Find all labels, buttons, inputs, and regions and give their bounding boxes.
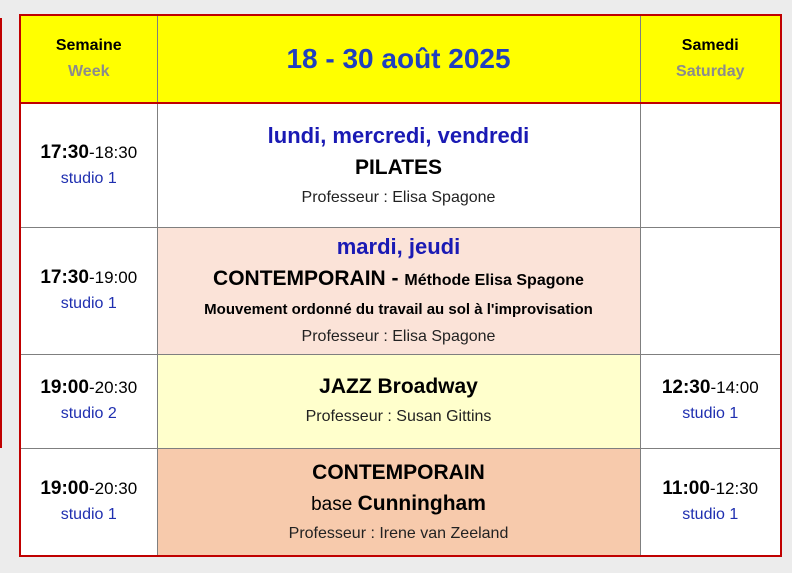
time-start: 17:30 xyxy=(40,266,89,288)
table-row xyxy=(20,103,781,227)
week-time-cell xyxy=(20,228,157,354)
saturday-studio-label: studio 1 xyxy=(682,405,739,423)
saturday-studio-label: studio 1 xyxy=(682,506,739,524)
class-cell xyxy=(157,354,640,448)
saturday-time-end: -14:00 xyxy=(710,378,759,398)
saturday-cell xyxy=(640,449,781,556)
saturday-label-fr: Samedi xyxy=(681,37,739,55)
class-base-prefix: base xyxy=(311,493,358,515)
time-range xyxy=(21,265,157,291)
time-range xyxy=(21,476,157,502)
saturday-time-start: 12:30 xyxy=(661,377,711,399)
week-time-cell xyxy=(20,354,157,448)
table-row xyxy=(20,354,781,448)
class-cell xyxy=(157,449,640,556)
time-start: 17:30 xyxy=(40,141,89,163)
saturday-label-en: Saturday xyxy=(676,63,745,81)
class-base-name: Cunningham xyxy=(357,491,486,515)
schedule-table xyxy=(19,14,782,557)
time-end: -20:30 xyxy=(88,479,138,499)
class-teacher: Professeur : Susan Gittins xyxy=(305,408,492,426)
saturday-cell xyxy=(640,354,781,448)
class-name: JAZZ Broadway xyxy=(319,375,478,399)
saturday-time-range xyxy=(641,476,781,502)
title-cell xyxy=(157,15,640,103)
studio-label: studio 1 xyxy=(60,294,117,312)
class-name: CONTEMPORAIN xyxy=(312,460,485,484)
saturday-cell xyxy=(640,103,781,227)
time-end: -18:30 xyxy=(88,142,138,162)
studio-label: studio 1 xyxy=(60,169,117,187)
time-range xyxy=(21,140,157,166)
week-time-cell xyxy=(20,103,157,227)
week-label-en: Week xyxy=(67,63,110,81)
class-days: lundi, mercredi, vendredi xyxy=(267,122,530,148)
left-margin-line xyxy=(0,18,2,448)
studio-label: studio 1 xyxy=(60,506,117,524)
class-cell xyxy=(157,103,640,227)
page-title: 18 - 30 août 2025 xyxy=(286,43,511,75)
saturday-cell xyxy=(640,228,781,354)
saturday-time-range xyxy=(641,375,781,401)
time-range xyxy=(21,375,157,401)
class-teacher: Professeur : Irene van Zeeland xyxy=(288,524,509,542)
time-end: -20:30 xyxy=(88,378,138,398)
class-name: PILATES xyxy=(354,155,443,179)
class-teacher: Professeur : Elisa Spagone xyxy=(301,188,496,206)
class-days: mardi, jeudi xyxy=(336,233,461,259)
time-end: -19:00 xyxy=(88,267,138,287)
week-time-cell xyxy=(20,449,157,556)
class-method: Méthode Elisa Spagone xyxy=(404,271,584,289)
saturday-time-end: -12:30 xyxy=(709,479,759,499)
time-start: 19:00 xyxy=(40,478,89,500)
class-note: Mouvement ordonné du travail au sol à l'improvisation xyxy=(204,300,593,318)
class-title: CONTEMPORAIN - xyxy=(213,266,405,290)
saturday-time-start: 11:00 xyxy=(662,478,710,500)
class-name xyxy=(158,263,640,297)
class-base xyxy=(158,489,640,520)
table-row xyxy=(20,228,781,354)
class-teacher: Professeur : Elisa Spagone xyxy=(301,327,496,345)
class-cell xyxy=(157,228,640,354)
time-start: 19:00 xyxy=(40,377,89,399)
header-row xyxy=(20,15,781,103)
week-header-cell xyxy=(20,15,157,103)
studio-label: studio 2 xyxy=(60,405,117,423)
table-row xyxy=(20,449,781,556)
saturday-header-cell xyxy=(640,15,781,103)
week-label-fr: Semaine xyxy=(55,37,122,55)
